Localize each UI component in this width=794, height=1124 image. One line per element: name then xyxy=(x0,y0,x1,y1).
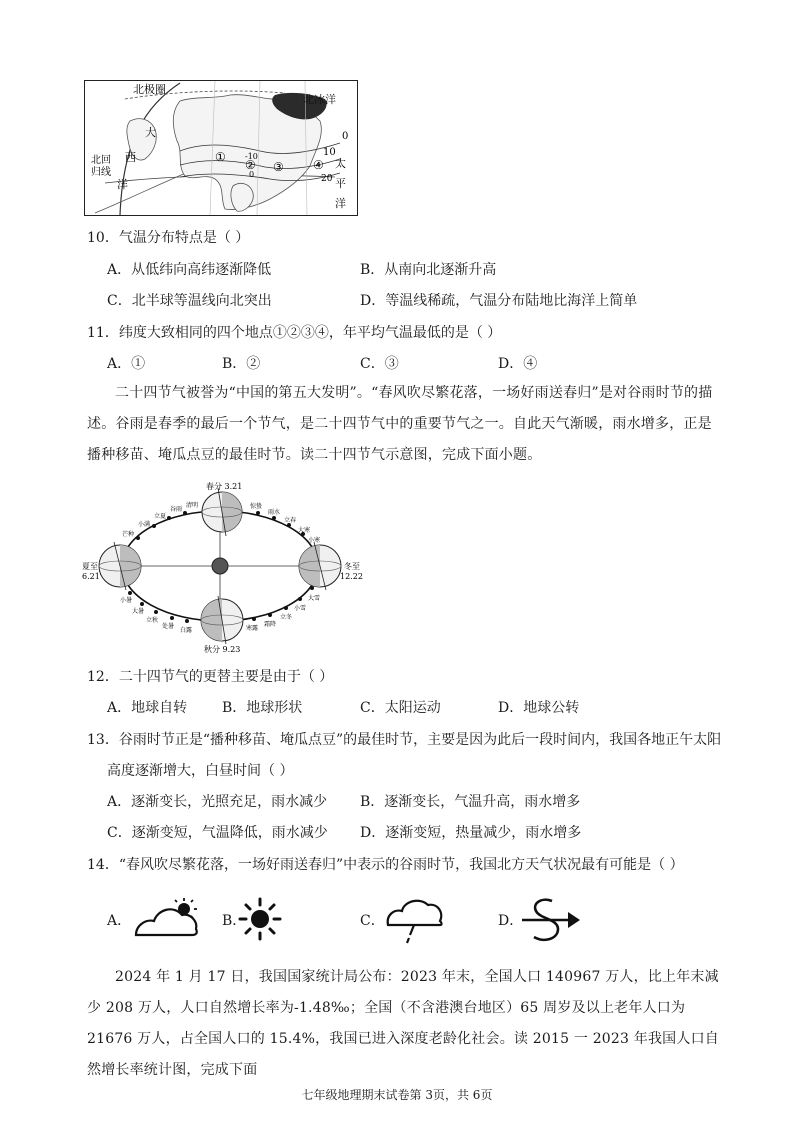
point-3: ③ xyxy=(273,160,284,174)
label-winter-solstice-2: 12.22 xyxy=(340,572,363,581)
q13-option-c: C．逐渐变短，气温降低，雨水减少 xyxy=(107,825,328,841)
term-label: 立春 xyxy=(284,517,297,524)
temperature-map-figure xyxy=(84,80,358,216)
point-4: ④ xyxy=(313,158,324,172)
q10-stem: 10．气温分布特点是（ ） xyxy=(87,230,250,246)
q11-option-a: A．① xyxy=(107,356,146,372)
orbit-diagram xyxy=(82,478,382,654)
q11-option-c: C．③ xyxy=(360,356,399,372)
term-label: 寒露 xyxy=(246,625,259,632)
term-label: 大暑 xyxy=(132,608,145,615)
earth-summer-icon xyxy=(99,542,141,590)
q10-option-d: D．等温线稀疏，气温分布陆地比海洋上简单 xyxy=(360,293,638,309)
term-label: 谷雨 xyxy=(170,506,183,513)
page-footer: 七年级地理期末试卷第 3页，共 6页 xyxy=(301,1088,493,1102)
earth-autumn-icon xyxy=(201,596,243,644)
term-label: 立冬 xyxy=(280,614,293,621)
solar-terms-orbit-figure xyxy=(82,478,382,654)
label-arctic-circle: 北极圈 xyxy=(133,83,166,96)
q13-option-d: D．逐渐变短，热量减少，雨水增多 xyxy=(360,825,582,841)
point-1: ① xyxy=(215,150,226,164)
label-winter-solstice-1: 冬至 xyxy=(344,562,360,571)
q14-stem: 14．“春风吹尽繁花落，一场好雨送春归”中表示的谷雨时节，我国北方天气状况最有可能是（ ） xyxy=(87,857,684,873)
label-pacific-2: 平 xyxy=(335,177,346,190)
iso-label-20: 20 xyxy=(321,174,333,184)
partly-cloudy-icon xyxy=(132,897,204,941)
label-autumn-equinox: 秋分 9.23 xyxy=(204,645,241,654)
passage-solar-terms: 二十四节气被誉为“中国的第五大发明”。“春风吹尽繁花落，一场好雨送春归”是对谷雨时节的描述。谷雨是春季的最后一个节气，是二十四节气中的重要节气之一。自此天气渐暖，雨水增多，正是播种移苗、埯瓜点豆的最佳时节。读二十四节气示意图，完成下面小题。 xyxy=(87,385,713,463)
term-label: 雨水 xyxy=(268,509,281,516)
label-arctic-ocean: 北冰洋 xyxy=(303,93,336,106)
sandstorm-icon xyxy=(518,895,584,945)
light-rain-icon xyxy=(384,895,446,945)
iso-label-0: 0 xyxy=(342,131,349,142)
term-label: 大寒 xyxy=(298,527,311,534)
term-label: 芒种 xyxy=(122,531,135,538)
term-label: 清明 xyxy=(186,502,199,509)
label-tropic-1: 北回 xyxy=(91,155,111,166)
q13-option-a: A．逐渐变长，光照充足，雨水减少 xyxy=(107,794,328,810)
term-label: 小雪 xyxy=(294,605,307,612)
term-label: 立夏 xyxy=(154,513,167,520)
q11-option-d: D．④ xyxy=(498,356,538,372)
iso-label-m10: -10 xyxy=(245,152,258,161)
term-label: 小暑 xyxy=(120,597,133,604)
label-tropic-2: 归线 xyxy=(91,167,111,178)
sun-icon xyxy=(212,558,228,574)
term-label: 霜降 xyxy=(264,621,277,628)
term-label: 立秋 xyxy=(146,617,159,624)
iso-label-0b: 0 xyxy=(249,170,255,179)
q12-option-d: D．地球公转 xyxy=(498,700,580,716)
label-spring-equinox: 春分 3.21 xyxy=(206,482,243,491)
q12-stem: 12．二十四节气的更替主要是由于（ ） xyxy=(87,669,334,685)
q13-stem-line1: 13．谷雨时节正是“播种移苗、埯瓜点豆”的最佳时节，主要是因为此后一段时间内，我国各地正午太阳 xyxy=(87,732,722,748)
q14-option-b: B． xyxy=(222,913,247,929)
term-label: 小寒 xyxy=(308,537,321,544)
term-label: 小满 xyxy=(138,521,151,528)
q12-option-c: C．太阳运动 xyxy=(360,700,441,716)
q13-stem-line2: 高度逐渐增大，白昼时间（ ） xyxy=(107,763,294,779)
earth-spring-icon xyxy=(202,488,242,536)
q12-option-b: B．地球形状 xyxy=(222,700,303,716)
label-summer-solstice-2: 6.21 xyxy=(82,572,100,581)
label-atlantic-1: 大 xyxy=(145,126,156,139)
term-label: 处暑 xyxy=(162,623,175,630)
iso-label-10: 10 xyxy=(323,147,336,158)
passage-population: 2024 年 1 月 17 日，我国国家统计局公布：2023 年末，全国人口 140967 万人，比上年末减少 208 万人，人口自然增长率为-1.48‰；全国（不含港澳台地区）65 周岁及以上老年人口为 21676 万人，占全国人口的 15.4%，我国已进入深度老龄化社会。读 2015 一 2023 年我国人口自然增长率统计图，完成下面 xyxy=(87,969,719,1078)
label-summer-solstice-1: 夏至 xyxy=(82,562,98,571)
label-atlantic-2: 西 xyxy=(125,151,136,164)
q10-option-b: B．从南向北逐渐升高 xyxy=(360,262,497,278)
q14-option-c: C． xyxy=(360,913,385,929)
q12-option-a: A．地球自转 xyxy=(107,700,188,716)
term-label: 大雪 xyxy=(308,595,321,602)
label-atlantic-3: 洋 xyxy=(117,178,128,191)
point-2: ② xyxy=(245,158,256,172)
term-label: 白露 xyxy=(180,627,193,634)
q13-option-b: B．逐渐变长，气温升高，雨水增多 xyxy=(360,794,581,810)
label-pacific-3: 洋 xyxy=(335,197,346,210)
isotherm-map xyxy=(85,81,357,215)
sunny-icon xyxy=(238,897,282,941)
term-label: 惊蛰 xyxy=(250,503,263,510)
q14-option-d: D． xyxy=(498,913,524,929)
label-pacific-1: 太 xyxy=(335,157,346,170)
q10-option-a: A．从低纬向高纬逐渐降低 xyxy=(107,262,272,278)
q10-option-c: C．北半球等温线向北突出 xyxy=(107,293,272,309)
q11-option-b: B．② xyxy=(222,356,261,372)
q11-stem: 11．纬度大致相同的四个地点①②③④，年平均气温最低的是（ ） xyxy=(87,325,502,341)
earth-winter-icon xyxy=(299,542,341,590)
q14-option-a: A． xyxy=(107,913,132,929)
